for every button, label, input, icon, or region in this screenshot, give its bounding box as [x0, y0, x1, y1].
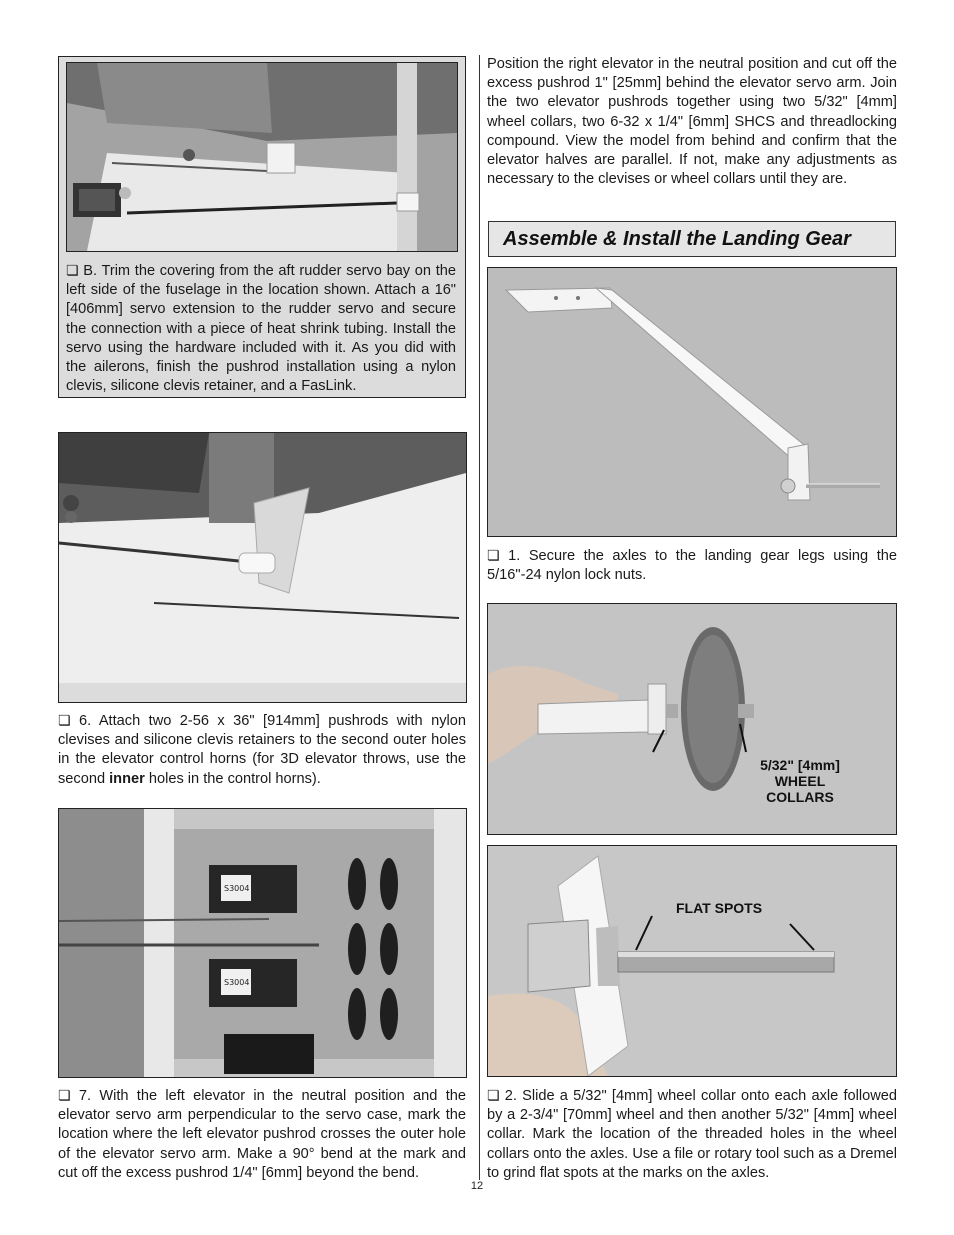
- photo-pushrods-clevises: [58, 432, 467, 703]
- servo-label-top: S3004: [224, 884, 250, 893]
- callout-wheel-collars: 5/32" [4mm] WHEEL COLLARS: [760, 757, 840, 805]
- section-heading: Assemble & Install the Landing Gear: [503, 228, 851, 250]
- checkbox-icon[interactable]: ❏: [58, 713, 71, 729]
- column-divider: [479, 55, 480, 1180]
- step-7-text: ❏ 7. With the left elevator in the neutral position and the elevator servo arm perpendicular to the servo case, mark the location where the left elevator pushrod crosses the outer hole of the elevator servo arm. Make a 90° bend at the mark and cut off the excess pushrod 1/4" [6mm] beyond the bend.: [58, 1088, 466, 1181]
- callout-flat-spots: FLAT SPOTS: [676, 900, 763, 916]
- servo-label-bottom: S3004: [224, 978, 250, 987]
- checkbox-icon[interactable]: ❏: [66, 263, 79, 279]
- checkbox-icon[interactable]: ❏: [487, 1088, 500, 1104]
- section-heading-box: [488, 221, 896, 257]
- photo-elevator-servos: [58, 808, 467, 1078]
- checkbox-icon[interactable]: ❏: [487, 548, 500, 564]
- step-b-text: ❏ B. Trim the covering from the aft rudder servo bay on the left side of the fuselage in the location shown. Attach a 16" [406mm] servo extension to the rudder servo and secure the connection with a piece of heat shrink tubing. Install the servo using the hardware included with it. As you did with the ailerons, finish the pushrod installation using a nylon clevis, silicone clevis retainer, and a FasLink.: [66, 263, 456, 395]
- photo-landing-gear-leg: [487, 267, 897, 537]
- photo-axle-flat-spots: [487, 845, 897, 1077]
- checkbox-icon[interactable]: ❏: [58, 1088, 71, 1104]
- step-6-text: ❏ 6. Attach two 2-56 x 36" [914mm] pushrods with nylon clevises and silicone clevis retainers to the second outer holes in the elevator control horns (for 3D elevator throws, use the second inner holes in the control horns).: [58, 713, 466, 787]
- step-1-text: ❏ 1. Secure the axles to the landing gear legs using the 5/16"-24 nylon lock nuts.: [487, 548, 897, 584]
- step-right-elevator-text: Position the right elevator in the neutral position and cut off the excess pushrod 1" [25mm] behind the elevator servo arm. Join the two elevator pushrods together using two 5/32" [4mm] wheel collars, two 6-32 x 1/4" [6mm] SHCS and threadlocking compound. View the model from behind and confirm that the elevator halves are parallel. If not, make any adjustments as necessary to the clevises or wheel collars until they are.: [487, 56, 897, 188]
- page-number: 12: [470, 1180, 484, 1192]
- photo-rudder-servo-bay: [66, 62, 458, 252]
- step-2-text: ❏ 2. Slide a 5/32" [4mm] wheel collar onto each axle followed by a 2-3/4" [70mm] wheel and then another 5/32" [4mm] wheel collar. Mark the location of the threaded holes in the wheel collars onto the axles. Use a file or rotary tool such as a Dremel to grind flat spots at the marks on the axles.: [487, 1088, 897, 1181]
